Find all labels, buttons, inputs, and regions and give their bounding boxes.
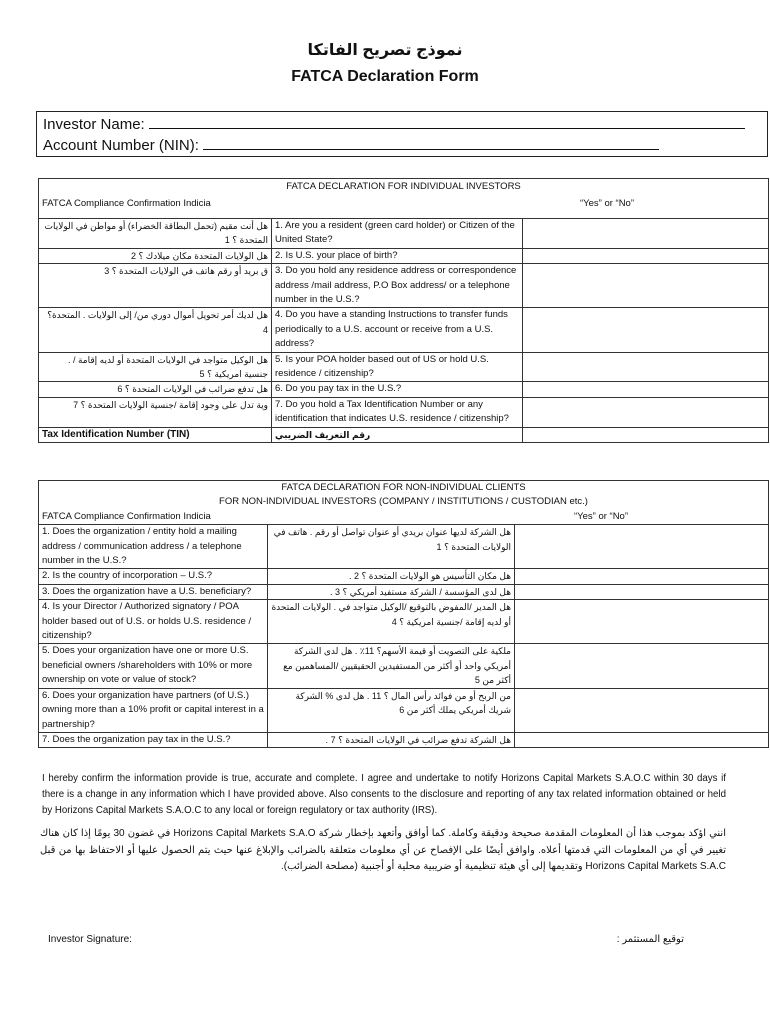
confirmation-statement-arabic: انني اؤكد بموجب هذا أن المعلومات المقدمة صحيحة ودقيقة وكاملة. كما أوافق وأتعهد بإخطار شركة Horizons Capital Markets S.A.O في غضون 30 يومًا إذا كان هناك تغيير في أي من المعلومات التي قدمتها أعلاه. واوافق أيضًا على الإفصاح عن أي معلومات متعلقة بالضرائب والإبلاغ عنها حيث يتم الحصول عليها أو الاحتفاظ بها من قبل Horizons Capital Markets S.A.C وتقديمها إلى أي هيئة تنظيمية أو ضريبية محلية أو أجنبية (مصلحة الضرائب). xyxy=(40,828,726,872)
yes-no-header: “Yes” or “No” xyxy=(515,510,769,525)
question-en: 7. Does the organization pay tax in the U.S.? xyxy=(39,732,268,747)
answer-cell[interactable] xyxy=(523,352,769,382)
question-ar: ق بريد أو رقم هاتف في الولايات المتحدة ؟ 3 xyxy=(39,264,272,308)
form-title-arabic: نموذج تصريح الفاتكا xyxy=(307,42,463,59)
confirmation-statement: I hereby confirm the information provide is true, accurate and complete. I agree and undertake to notify Horizons Capital Markets S.A.O.C within 30 days if there is a change in any information which I have provided above. Also consents to the disclosure and reporting of any tax related information obtained or held by Horizons Capital Markets S.A.O.C to any local or foreign regulatory or tax authority (IRS). xyxy=(42,773,726,816)
answer-cell[interactable] xyxy=(515,569,769,584)
question-ar: هل المدير /المفوض بالتوقيع /الوكيل متواجد في . الولايات المتحدة أو لديه إقامة /جنسية امريكية ؟ 4 xyxy=(268,600,515,644)
question-en: 5. Does your organization have one or more U.S. beneficial owners /shareholders with 10% or more ownership on vote or value of stock? xyxy=(39,644,268,688)
answer-cell[interactable] xyxy=(515,584,769,599)
answer-cell[interactable] xyxy=(523,248,769,263)
non-individual-section-subheading: FOR NON-INDIVIDUAL INVESTORS (COMPANY / INSTITUTIONS / CUSTODIAN etc.) xyxy=(39,495,769,509)
question-ar: ملكية على التصويت أو قيمة الأسهم؟ 11٪ . هل لدى الشركة أمريكي واحد أو أكثر من المستفيدين الحقيقيين /المساهمين مع أكثر من 5 xyxy=(268,644,515,688)
answer-cell[interactable] xyxy=(515,600,769,644)
answer-cell[interactable] xyxy=(515,644,769,688)
answer-cell[interactable] xyxy=(515,525,769,569)
question-en: 2. Is U.S. your place of birth? xyxy=(272,248,523,263)
answer-cell[interactable] xyxy=(523,264,769,308)
yes-no-header: “Yes” or “No” xyxy=(523,194,769,218)
indicia-label: FATCA Compliance Confirmation Indicia xyxy=(39,510,268,525)
question-en: 3. Do you hold any residence address or correspondence address /mail address, P.O Box address/ or a telephone number in the U.S.? xyxy=(272,264,523,308)
question-ar: هل مكان التأسيس هو الولايات المتحدة ؟ 2 . xyxy=(268,569,515,584)
question-ar: هل تدفع ضرائب في الولايات المتحدة ؟ 6 xyxy=(39,382,272,397)
non-individual-section-heading: FATCA DECLARATION FOR NON-INDIVIDUAL CLIENTS xyxy=(39,481,769,496)
question-en: 4. Do you have a standing Instructions to transfer funds periodically to a U.S. account or receive from a U.S. address? xyxy=(272,308,523,352)
indicia-label: FATCA Compliance Confirmation Indicia xyxy=(39,194,272,218)
investor-info-box xyxy=(36,111,768,157)
question-en: 1. Are you a resident (green card holder) or Citizen of the United State? xyxy=(272,218,523,248)
form-title: FATCA Declaration Form xyxy=(291,68,479,85)
account-number-field[interactable] xyxy=(203,136,659,150)
question-en: 6. Do you pay tax in the U.S.? xyxy=(272,382,523,397)
answer-cell[interactable] xyxy=(523,382,769,397)
question-ar: هل الشركة تدفع ضرائب في الولايات المتحدة ؟ 7 . xyxy=(268,732,515,747)
question-ar: هل أنت مقيم (تحمل البطاقة الخضراء) أو مواطن في الولايات المتحدة ؟ 1 xyxy=(39,218,272,248)
investor-signature-label: Investor Signature: xyxy=(48,934,132,945)
question-ar: هل لديك أمر تحويل أموال دوري من/ إلى الولايات . المتحدة؟ 4 xyxy=(39,308,272,352)
question-en: 6. Does your organization have partners (of U.S.) owning more than a 10% profit or capital interest in a partnership? xyxy=(39,688,268,732)
answer-cell[interactable] xyxy=(523,308,769,352)
answer-cell[interactable] xyxy=(523,397,769,427)
question-ar: هل لدى المؤسسة / الشركة مستفيد أمريكي ؟ 3 . xyxy=(268,584,515,599)
question-ar: هل الوكيل متواجد في الولايات المتحدة أو لديه إقامة / . جنسية امريكية ؟ 5 xyxy=(39,352,272,382)
investor-name-label: Investor Name: xyxy=(43,116,145,133)
individual-section-heading: FATCA DECLARATION FOR INDIVIDUAL INVESTORS xyxy=(39,179,769,195)
investor-signature-label-arabic: توقيع المستثمر : xyxy=(616,934,684,945)
question-en: 7. Do you hold a Tax Identification Number or any identification that indicates U.S. residence / citizenship? xyxy=(272,397,523,427)
question-ar: من الربح أو من فوائد رأس المال ؟ 11 . هل لدى % الشركة شريك أمريكي يملك أكثر من 6 xyxy=(268,688,515,732)
answer-cell[interactable] xyxy=(523,218,769,248)
non-individual-declaration-table xyxy=(38,480,769,748)
question-en: 4. Is your Director / Authorized signatory / POA holder based out of U.S. or holds U.S. residence / citizenship? xyxy=(39,600,268,644)
question-ar: وية تدل على وجود إقامة /جنسية الولايات المتحدة ؟ 7 xyxy=(39,397,272,427)
account-number-label: Account Number (NIN): xyxy=(43,137,199,154)
question-en: 2. Is the country of incorporation – U.S.? xyxy=(39,569,268,584)
question-en: 5. Is your POA holder based out of US or hold U.S. residence / citizenship? xyxy=(272,352,523,382)
answer-cell[interactable] xyxy=(515,732,769,747)
investor-name-field[interactable] xyxy=(149,115,745,129)
tin-label-arabic: رقم التعريف الضريبي xyxy=(272,427,523,442)
question-en: 3. Does the organization have a U.S. beneficiary? xyxy=(39,584,268,599)
question-en: 1. Does the organization / entity hold a mailing address / communication address / a telephone number in the U.S.? xyxy=(39,525,268,569)
individual-declaration-table xyxy=(38,178,769,443)
answer-cell[interactable] xyxy=(515,688,769,732)
tin-label: Tax Identification Number (TIN) xyxy=(39,427,272,442)
question-ar: هل الشركة لديها عنوان بريدي أو عنوان تواصل أو رقم . هاتف في الولايات المتحدة ؟ 1 xyxy=(268,525,515,569)
tin-field[interactable] xyxy=(523,427,769,442)
question-ar: هل الولايات المتحدة مكان ميلادك ؟ 2 xyxy=(39,248,272,263)
